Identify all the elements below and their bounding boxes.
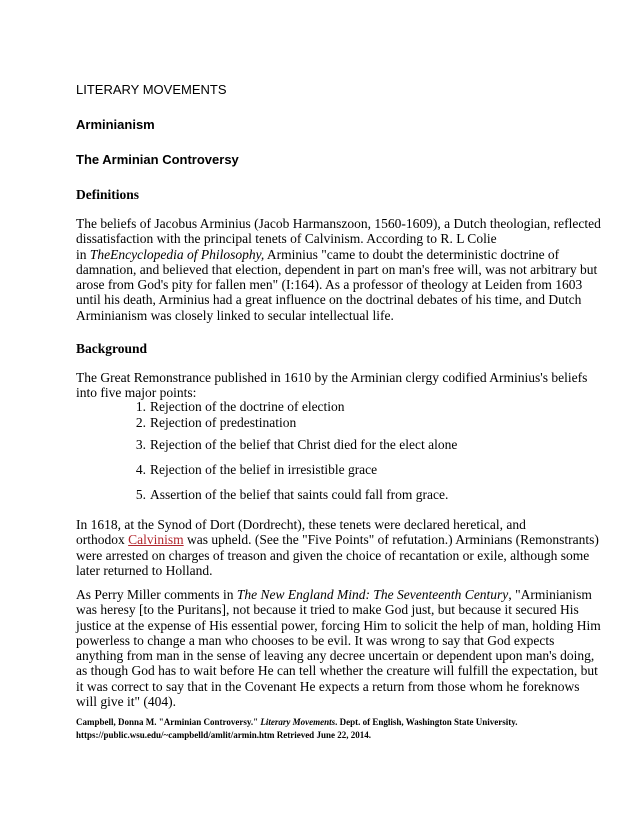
text-line: arose from God's pity for fallen men" (I:164). As a professor of theology at Leiden from 1603 <box>76 277 583 293</box>
text-line <box>76 532 599 548</box>
calvinism-link[interactable]: Calvinism <box>128 532 184 548</box>
book-title: TheEncyclopedia of Philosophy, <box>89 246 265 262</box>
page-subtitle: The Arminian Controversy <box>76 152 239 167</box>
citation-url[interactable]: https://public.wsu.edu/~campbelld/amlit/armin.htm Retrieved June 22, 2014. <box>76 730 371 740</box>
background-heading: Background <box>76 341 148 356</box>
text-line: later returned to Holland. <box>76 562 213 578</box>
text-line: Arminianism was closely linked to secular intellectual life. <box>76 307 394 323</box>
list-number: 2. <box>135 415 146 430</box>
text-fragment: Arminius "came to doubt the deterministic doctrine of <box>264 246 560 262</box>
text-line: The Great Remonstrance published in 1610 by the Arminian clergy codified Arminius's beliefs <box>76 370 588 385</box>
text-line: dissatisfaction with the principal tenets of Calvinism. According to R. L Colie <box>76 231 497 247</box>
list-text: Rejection of the doctrine of election <box>150 399 345 414</box>
text-line: as though God has to wait before He can tell whether the creature will fulfill the expectation, but <box>76 663 598 679</box>
list-text: Assertion of the belief that saints could fall from grace. <box>150 487 449 502</box>
list-text: Rejection of the belief in irresistible grace <box>150 462 378 477</box>
text-fragment: in <box>76 246 90 262</box>
text-fragment: was upheld. (See the "Five Points" of refutation.) Arminians (Remonstrants) <box>183 532 599 548</box>
text-fragment: orthodox <box>76 532 129 548</box>
background-intro <box>76 370 588 401</box>
text-fragment: Campbell, Donna M. "Arminian Controversy." <box>76 717 261 727</box>
definitions-paragraph <box>76 216 601 323</box>
list-number: 3. <box>135 437 146 452</box>
text-line: In 1618, at the Synod of Dort (Dordrecht), these tenets were declared heretical, and <box>76 517 526 532</box>
section-label: LITERARY MOVEMENTS <box>76 82 227 97</box>
list-text: Rejection of the belief that Christ died for the elect alone <box>150 437 458 452</box>
text-line: until his death, Arminius had a great influence on the doctrinal debates of his time, and Dutch <box>76 292 582 308</box>
list-text: Rejection of predestination <box>150 415 297 430</box>
text-line: will give it" (404). <box>76 694 176 710</box>
text-line: were arrested on charges of treason and given the choice of recantation or exile, although some <box>76 547 590 563</box>
text-line: it was correct to say that in the Covenant He expects a return from those whom he foreknows <box>76 678 580 694</box>
text-line: was heresy [to the Puritans], not because it tried to make God just, but because it secured His <box>76 602 579 618</box>
dort-paragraph <box>76 517 599 578</box>
text-line: into five major points: <box>76 385 197 401</box>
text-line: The beliefs of Jacobus Arminius (Jacob Harmanszoon, 1560-1609), a Dutch theologian, reflected <box>76 216 601 231</box>
text-line <box>76 587 592 602</box>
citation <box>76 716 517 742</box>
text-line: damnation, and believed that election, dependent in part on man's free will, was not arbitrary but <box>76 261 598 277</box>
text-line: anything from man in the sense of leaving any decree uncertain or dependent upon man's doing, <box>76 648 595 664</box>
book-title: The New England Mind: The Seventeenth Century <box>236 587 509 602</box>
definitions-heading: Definitions <box>76 187 140 202</box>
page-title: Arminianism <box>76 117 155 132</box>
text-line: justice at the expense of His essential power, forcing Him to solicit the help of man, holding Him <box>76 617 601 633</box>
list-number: 1. <box>135 399 146 414</box>
text-fragment: . Dept. of English, Washington State University. <box>335 717 518 727</box>
book-title: Literary Movements <box>260 717 336 727</box>
list-number: 5. <box>135 487 146 502</box>
text-fragment: As Perry Miller comments in <box>76 587 237 602</box>
citation-line <box>76 716 517 729</box>
text-fragment: , "Arminianism <box>508 587 592 602</box>
list-number: 4. <box>135 462 146 477</box>
text-line <box>76 247 576 262</box>
text-line: powerless to change a man who chooses to be evil. It was wrong to say that God expects <box>76 632 555 648</box>
miller-paragraph <box>76 587 601 710</box>
